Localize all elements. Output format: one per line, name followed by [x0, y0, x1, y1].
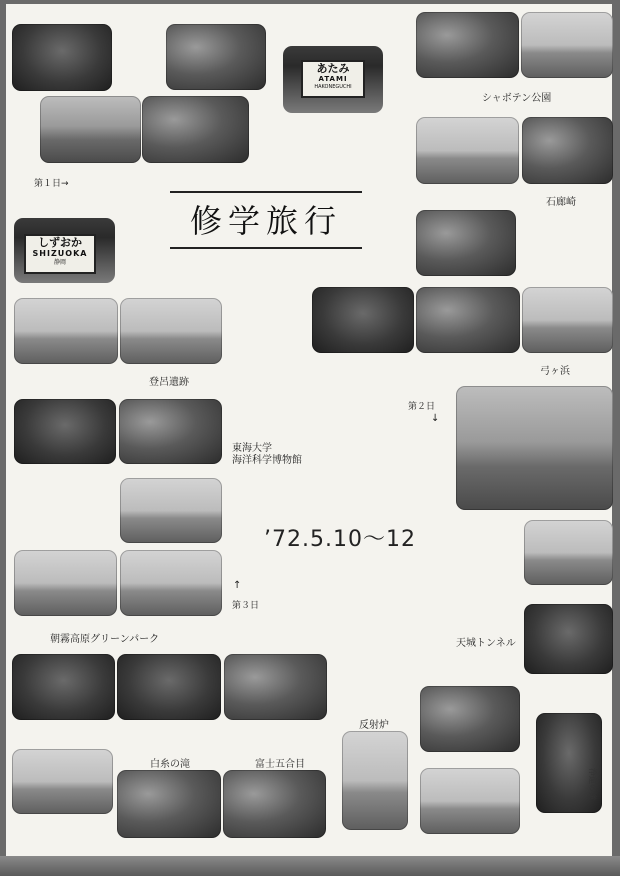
title-rule-top [170, 191, 362, 193]
photo-students-line [416, 287, 520, 353]
photo-museum-building [120, 478, 222, 543]
photo-mt-fuji [12, 749, 113, 814]
atami-sign-board [301, 60, 365, 98]
shizuoka-sign-board [24, 234, 96, 274]
atami-sign-roman: ATAMI [318, 75, 348, 83]
day2-arrow: ↓ [431, 413, 440, 424]
photo-platform [40, 96, 141, 163]
day1-marker: 第１日→ [34, 179, 69, 189]
page-title: 修学旅行 [189, 202, 342, 240]
photo-station-crowd [12, 24, 112, 91]
photo-rocky-coast [522, 117, 613, 184]
photo-beach-crowd [522, 287, 613, 353]
photo-stage-3 [224, 654, 327, 720]
caption-hansharo: 反射炉 [359, 720, 389, 731]
caption-toro: 登呂遺跡 [149, 377, 189, 388]
caption-joren: 浄蓮の滝 [588, 768, 597, 800]
photo-atami-sign [283, 46, 383, 113]
shizuoka-sign-sub: 静岡 [53, 259, 66, 266]
shizuoka-sign-roman: SHIZUOKA [32, 249, 88, 258]
atami-sign-kanji: あたみ [316, 62, 350, 75]
trip-date: ’72.5.10～12 [264, 527, 416, 552]
photo-cannon [420, 768, 520, 834]
photo-lake-viewers [14, 550, 117, 616]
atami-sign-sub: HAKONEGUCHI [314, 84, 352, 90]
photo-cactus [416, 12, 519, 78]
photo-fuji-5th-station [223, 770, 326, 838]
shizuoka-sign-kanji: しずおか [38, 236, 82, 249]
photo-lighthouse [416, 117, 519, 184]
photo-train-interior [142, 96, 249, 163]
photo-shizuoka-sign [14, 218, 115, 283]
photo-train-seats [166, 24, 266, 90]
caption-saboten: シャボテン公園 [482, 93, 552, 104]
caption-fuji: 富士五合目 [255, 759, 305, 770]
photo-group-outdoor [420, 686, 520, 752]
photo-bird-statue [521, 12, 613, 78]
day2-marker: 第２日 [408, 402, 436, 412]
photo-evening-group [312, 287, 414, 353]
caption-amagi: 天城トンネル [456, 638, 516, 649]
photo-amagi-tunnel [524, 604, 613, 674]
caption-tokai-2: 海洋科学博物館 [232, 455, 302, 466]
photo-stage-1 [12, 654, 115, 720]
caption-jogasaki: 石廊崎 [546, 197, 576, 208]
photo-bus-station [524, 520, 613, 585]
photo-museum-exhibit [119, 399, 222, 464]
photo-museum-hall [14, 399, 116, 464]
day3-marker: 第３日 [232, 601, 260, 611]
title-rule-bottom [170, 247, 362, 249]
photo-shiraito-falls [117, 770, 221, 838]
photo-group-meal [416, 210, 516, 276]
caption-asagiri: 朝霧高原グリーンパーク [50, 634, 160, 645]
day3-arrow: ↑ [233, 580, 242, 591]
photo-toro-hut-1 [14, 298, 118, 364]
photo-stage-2 [117, 654, 221, 720]
caption-yumigahama: 弓ヶ浜 [540, 366, 570, 377]
photo-reverberatory-furnace [342, 731, 408, 830]
photo-beach-group-portrait [456, 386, 613, 510]
page-edge [0, 856, 620, 876]
caption-tokai-1: 東海大学 [232, 443, 272, 454]
caption-shiraito: 白糸の滝 [150, 759, 190, 770]
photo-toro-hut-2 [120, 298, 222, 364]
photo-boats [120, 550, 222, 616]
